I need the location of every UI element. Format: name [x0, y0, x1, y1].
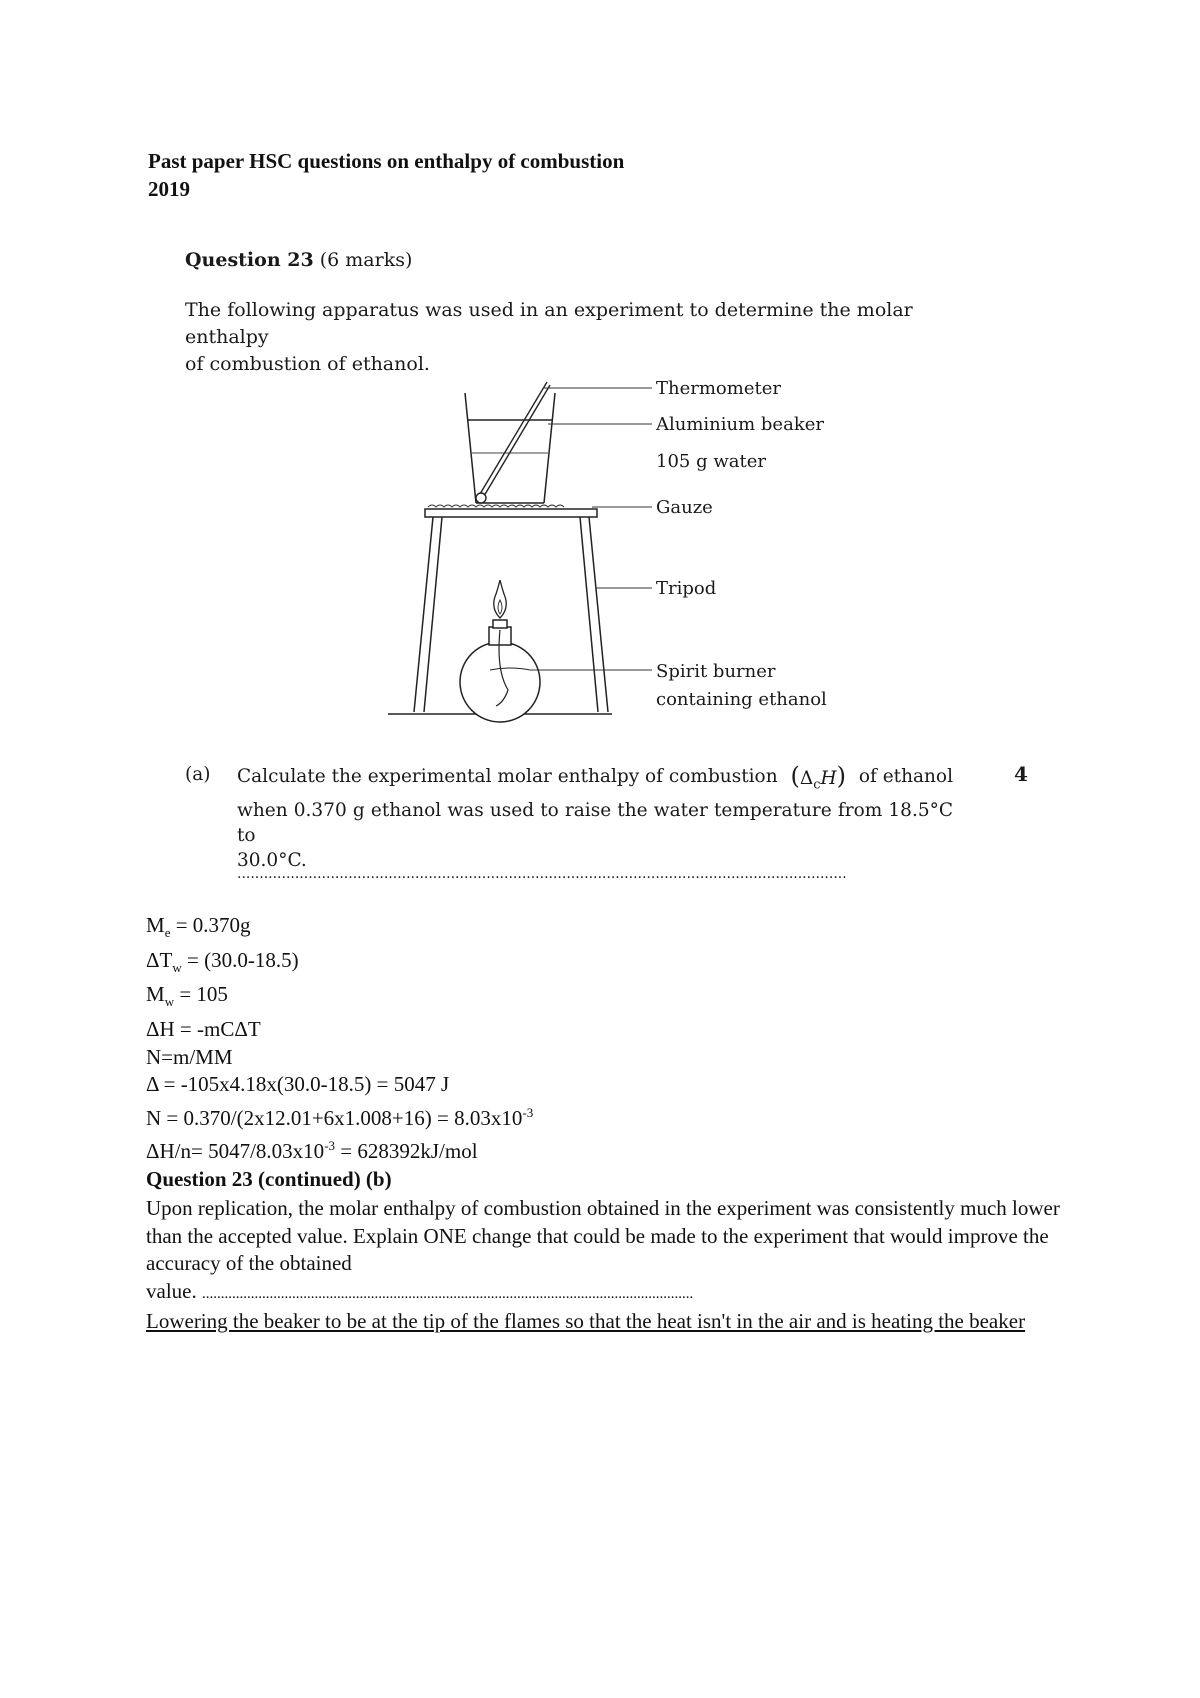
- working-line-heat: Δ = -105x4.18x(30.0-18.5) = 5047 J: [146, 1072, 450, 1097]
- label-tripod: Tripod: [656, 578, 717, 599]
- part-a-marks: 4: [1014, 762, 1028, 786]
- label-gauze: Gauze: [656, 497, 713, 518]
- question-intro: [185, 297, 965, 378]
- spirit-burner: [460, 620, 540, 722]
- aluminium-beaker: [465, 393, 555, 503]
- label-aluminium-beaker: Aluminium beaker: [656, 414, 824, 435]
- part-b-question: Upon replication, the molar enthalpy of combustion obtained in the experiment was consistently much lower than the accepted value. Explain ONE change that could be made to the experiment that would improve the accuracy of the obtained: [146, 1196, 1060, 1275]
- working-line-moles-formula: N=m/MM: [146, 1044, 233, 1069]
- thermometer: [476, 382, 550, 503]
- label-spirit-burner-2: containing ethanol: [656, 689, 827, 710]
- question-number: Question 23: [185, 249, 314, 271]
- part-b-dots-line: value. ...................................................................................................................................: [146, 1278, 694, 1303]
- part-a-answer-dots: .........................................................................................................................................: [237, 866, 847, 882]
- working-line-delta-t: $\Delta T_w = (30.0-18.5)$: [146, 947, 299, 975]
- label-water: 105 g water: [656, 451, 766, 472]
- part-b-heading: Question 23 (continued) (b): [146, 1167, 392, 1191]
- intro-line-1: The following apparatus was used in an experiment to determine the molar enthalpy: [185, 299, 913, 348]
- label-thermometer: Thermometer: [656, 378, 781, 399]
- tripod-top: [425, 509, 597, 517]
- working-line-enthalpy: $\Delta H/n= 5047/8.03x10^{-3} = 628392kJ/mol$: [146, 1138, 478, 1164]
- question-title: [185, 249, 412, 271]
- working-line-mass-ethanol: $M_e = 0.370g$: [146, 913, 251, 941]
- working-line-mass-water: $M_w = 105$: [146, 982, 228, 1010]
- label-spirit-burner-1: Spirit burner: [656, 661, 776, 682]
- working-line-formula: ΔH = -mCΔT: [146, 1017, 261, 1042]
- question-marks: (6 marks): [319, 249, 413, 271]
- part-a-text-1: Calculate the experimental molar enthalpy of combustion: [237, 766, 778, 787]
- intro-line-2: of combustion of ethanol.: [185, 353, 430, 375]
- part-b-body: [146, 1195, 1066, 1336]
- part-a-line-2: when 0.370 g ethanol was used to raise the water temperature from 18.5°C to: [237, 799, 953, 846]
- enthalpy-symbol: $(\Delta_cH)$: [790, 762, 846, 793]
- diagram-leader-lines: [530, 388, 652, 670]
- document-year: 2019: [148, 177, 190, 201]
- working-line-moles: $N = 0.370/(2x12.01+6x1.008+16) = 8.03x10^{-3}$: [146, 1104, 534, 1130]
- part-a-question: [237, 764, 953, 873]
- part-b-answer: Lowering the beaker to be at the tip of the flames so that the heat isn't in the air and is heating the beaker: [146, 1309, 1026, 1333]
- part-a-text-2: of ethanol: [858, 766, 953, 787]
- part-a-label: (a): [185, 764, 211, 785]
- document-title: Past paper HSC questions on enthalpy of combustion: [148, 149, 625, 173]
- gauze: [428, 505, 564, 507]
- part-a-line-3: 30.0°C.: [237, 849, 307, 871]
- calculation-working: [146, 912, 533, 1166]
